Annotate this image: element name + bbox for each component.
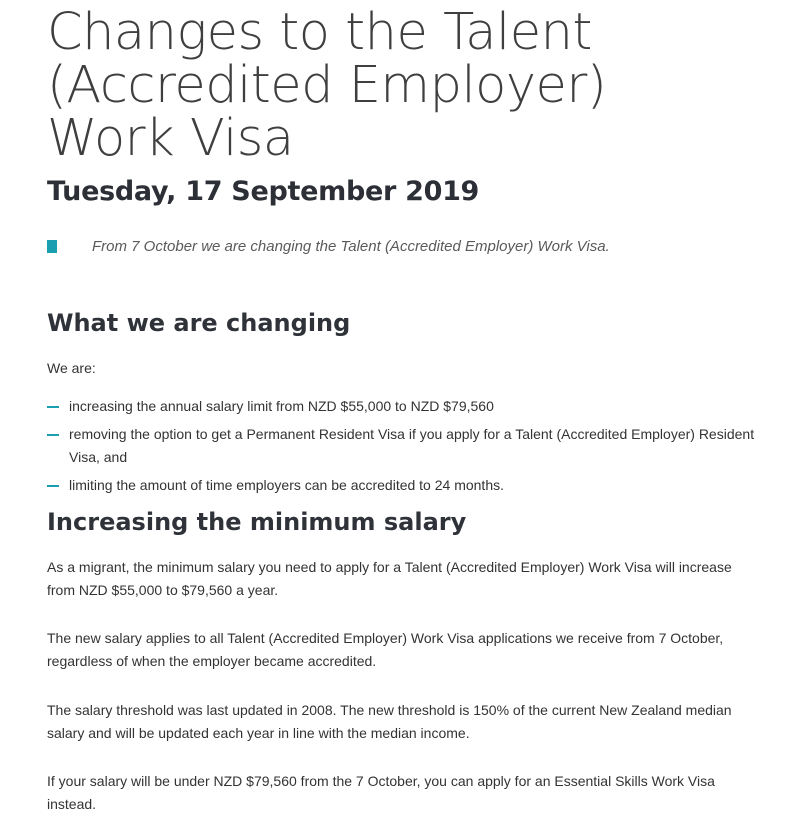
intro-callout [47,233,610,259]
list-item-text: increasing the annual salary limit from NZD $55,000 to NZD $79,560 [69,398,494,414]
dash-bullet-icon [47,406,59,408]
section-heading-minimum-salary: Increasing the minimum salary [47,508,467,536]
publish-date: Tuesday, 17 September 2019 [47,176,480,207]
list-item-text: limiting the amount of time employers can be accredited to 24 months. [69,476,504,493]
intro-text: From 7 October we are changing the Talent (Accredited Employer) Work Visa. [92,237,610,255]
page-title: Changes to the Talent (Accredited Employer) Work Visa [47,3,607,168]
dash-bullet-icon [47,434,59,436]
section-lead: We are: [47,360,96,376]
list-item-text: removing the option to get a Permanent Resident Visa if you apply for a Talent (Accredited Employer) Resident Visa, and [69,426,755,465]
paragraph: The salary threshold was last updated in 2008. The new threshold is 150% of the current New Zealand median salary and will be updated each year in line with the median income. [47,702,732,741]
changes-list [47,395,767,502]
list-item [47,474,767,497]
paragraph: If your salary will be under NZD $79,560 from the 7 October, you can apply for an Essential Skills Work Visa instead. [47,773,715,812]
section-heading-changing: What we are changing [47,309,351,337]
list-item [47,423,767,468]
paragraph: The new salary applies to all Talent (Accredited Employer) Work Visa applications we receive from 7 October, regardless of when the employer became accredited. [47,630,724,669]
paragraph: As a migrant, the minimum salary you need to apply for a Talent (Accredited Employer) Work Visa will increase from NZD $55,000 to $79,560 a year. [47,559,732,598]
callout-marker-icon [47,240,57,253]
list-item [47,395,767,418]
dash-bullet-icon [47,485,59,487]
